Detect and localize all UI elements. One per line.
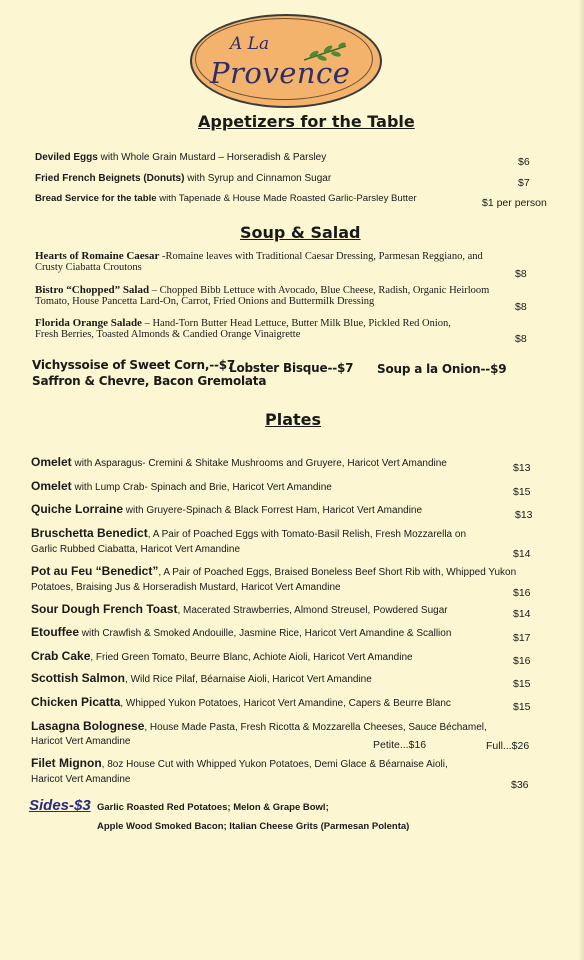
- item-desc: with Crawfish & Smoked Andouille, Jasmine Rice, Haricot Vert Amandine & Scallion: [79, 628, 452, 639]
- item-desc: with Gruyere-Spinach & Black Forrest Ham, Haricot Vert Amandine: [123, 505, 423, 516]
- item-desc: – Chopped Bibb Lettuce with Avocado, Blue Cheese, Radish, Organic Heirloom: [149, 285, 490, 296]
- soup-salad-heading: Soup & Salad: [240, 223, 361, 242]
- item-desc: , A Pair of Poached Eggs with Tomato-Basil Relish, Fresh Mozzarella on: [147, 529, 467, 540]
- item-desc: with Asparagus- Cremini & Shitake Mushrooms and Gruyere, Haricot Vert Amandine: [71, 458, 447, 469]
- item-desc: , Whipped Yukon Potatoes, Haricot Vert Amandine, Capers & Beurre Blanc: [120, 698, 451, 709]
- item-desc: -Romaine leaves with Traditional Caesar Dressing, Parmesan Reggiano, and: [159, 251, 483, 262]
- item-name: Lasagna Bolognese: [31, 719, 145, 733]
- plate-item: [31, 757, 448, 771]
- sides-line: Apple Wood Smoked Bacon; Italian Cheese Grits (Parmesan Polenta): [97, 821, 410, 832]
- item-desc-line2: Haricot Vert Amandine: [31, 736, 131, 747]
- sides-line: Garlic Roasted Red Potatoes; Melon & Grape Bowl;: [97, 802, 329, 813]
- item-price: $8: [515, 268, 527, 280]
- appetizer-item: [35, 152, 326, 164]
- item-price-petite: Petite...$16: [373, 739, 427, 751]
- item-price: $17: [513, 632, 531, 644]
- item-price: $13: [515, 509, 533, 521]
- item-desc: , House Made Pasta, Fresh Ricotta & Mozzarella Cheeses, Sauce Béchamel,: [144, 722, 487, 733]
- item-price: Full...$26: [486, 740, 530, 752]
- item-desc: – Hand-Torn Butter Head Lettuce, Butter Milk Blue, Pickled Red Onion,: [141, 318, 451, 329]
- appetizers-heading: Appetizers for the Table: [198, 112, 415, 131]
- item-desc-line2: Fresh Berries, Toasted Almonds & Candied Orange Vinaigrette: [35, 329, 301, 340]
- item-price: $16: [513, 655, 531, 667]
- item-price: $15: [513, 701, 531, 713]
- appetizer-item: [35, 193, 417, 205]
- soup-lobster-bisque: Lobster Bisque--$7: [229, 361, 354, 375]
- item-price: $14: [513, 548, 531, 560]
- item-desc: with Syrup and Cinnamon Sugar: [184, 173, 332, 184]
- plate-item: [31, 720, 487, 734]
- plate-item: [31, 626, 451, 640]
- item-name: Omelet: [31, 455, 72, 469]
- plate-item: [31, 503, 422, 517]
- page-edge: [578, 0, 584, 960]
- item-desc: , Wild Rice Pilaf, Béarnaise Aioli, Haricot Vert Amandine: [125, 674, 372, 685]
- item-name: Omelet: [31, 479, 72, 493]
- plates-heading: Plates: [265, 410, 322, 429]
- plate-item: [31, 650, 413, 664]
- item-name: Filet Mignon: [31, 756, 102, 770]
- item-name: Scottish Salmon: [31, 671, 126, 685]
- item-name: Hearts of Romaine Caesar: [35, 250, 160, 262]
- item-desc: with Tapenade & House Made Roasted Garlic-Parsley Butter: [156, 193, 417, 204]
- soup-vichyssoise-desc: Saffron & Chevre, Bacon Gremolata: [32, 374, 267, 388]
- item-name: Bruschetta Benedict: [31, 526, 148, 540]
- plate-item: [31, 480, 332, 494]
- item-price: $7: [518, 177, 530, 189]
- item-price: $6: [518, 156, 530, 168]
- item-desc: , Fried Green Tomato, Beurre Blanc, Achiote Aioli, Haricot Vert Amandine: [90, 652, 413, 663]
- plate-item: [31, 603, 448, 617]
- item-name: Etouffee: [31, 625, 79, 639]
- item-name: Crab Cake: [31, 649, 91, 663]
- sides-heading: Sides-$3: [29, 797, 91, 814]
- item-name: Sour Dough French Toast: [31, 602, 178, 616]
- plate-item: [31, 527, 466, 541]
- item-desc: with Lump Crab- Spinach and Brie, Haricot Vert Amandine: [71, 482, 332, 493]
- plate-item: [31, 456, 447, 470]
- item-desc: , 8oz House Cut with Whipped Yukon Potatoes, Demi Glace & Béarnaise Aioli,: [101, 759, 448, 770]
- soup-vichyssoise: Vichyssoise of Sweet Corn,--$7: [32, 358, 236, 372]
- item-desc-line2: Potatoes, Braising Jus & Horseradish Mustard, Haricot Vert Amandine: [31, 582, 341, 593]
- item-desc-line2: Tomato, House Pancetta Lard-On, Carrot, Fried Onions and Buttermilk Dressing: [35, 296, 375, 307]
- item-desc: with Whole Grain Mustard – Horseradish & Parsley: [97, 152, 327, 163]
- logo-text-ala: A La: [230, 34, 270, 54]
- item-name: Bistro “Chopped” Salad: [35, 284, 150, 296]
- restaurant-logo: [190, 14, 382, 108]
- appetizer-item: [35, 173, 331, 185]
- item-price: $15: [513, 486, 531, 498]
- item-desc: , A Pair of Poached Eggs, Braised Boneless Beef Short Rib with, Whipped Yukon: [158, 567, 517, 578]
- item-name: Fried French Beignets (Donuts): [35, 173, 185, 184]
- logo-text-provence: Provence: [210, 56, 351, 90]
- item-desc-line2: Haricot Vert Amandine: [31, 774, 131, 785]
- plate-item: [31, 696, 451, 710]
- plate-item: [31, 565, 516, 579]
- item-desc: , Macerated Strawberries, Almond Streusel, Powdered Sugar: [177, 605, 448, 616]
- item-price: $15: [513, 678, 531, 690]
- item-price: $13: [513, 462, 531, 474]
- item-name: Deviled Eggs: [35, 152, 98, 163]
- item-desc-line2: Garlic Rubbed Ciabatta, Haricot Vert Amandine: [31, 544, 240, 555]
- item-price: $8: [515, 333, 527, 345]
- item-name: Pot au Feu “Benedict”: [31, 564, 159, 578]
- item-desc-line2: Crusty Ciabatta Croutons: [35, 262, 142, 273]
- item-name: Bread Service for the table: [35, 193, 157, 204]
- item-name: Florida Orange Salade: [35, 317, 142, 329]
- item-price: $1 per person: [482, 197, 547, 209]
- item-name: Chicken Picatta: [31, 695, 121, 709]
- soup-onion: Soup a la Onion--$9: [377, 362, 507, 376]
- item-price: $8: [515, 301, 527, 313]
- item-price: $14: [513, 608, 531, 620]
- item-price: $36: [511, 779, 529, 791]
- item-price: $16: [513, 587, 531, 599]
- plate-item: [31, 672, 372, 686]
- item-name: Quiche Lorraine: [31, 502, 124, 516]
